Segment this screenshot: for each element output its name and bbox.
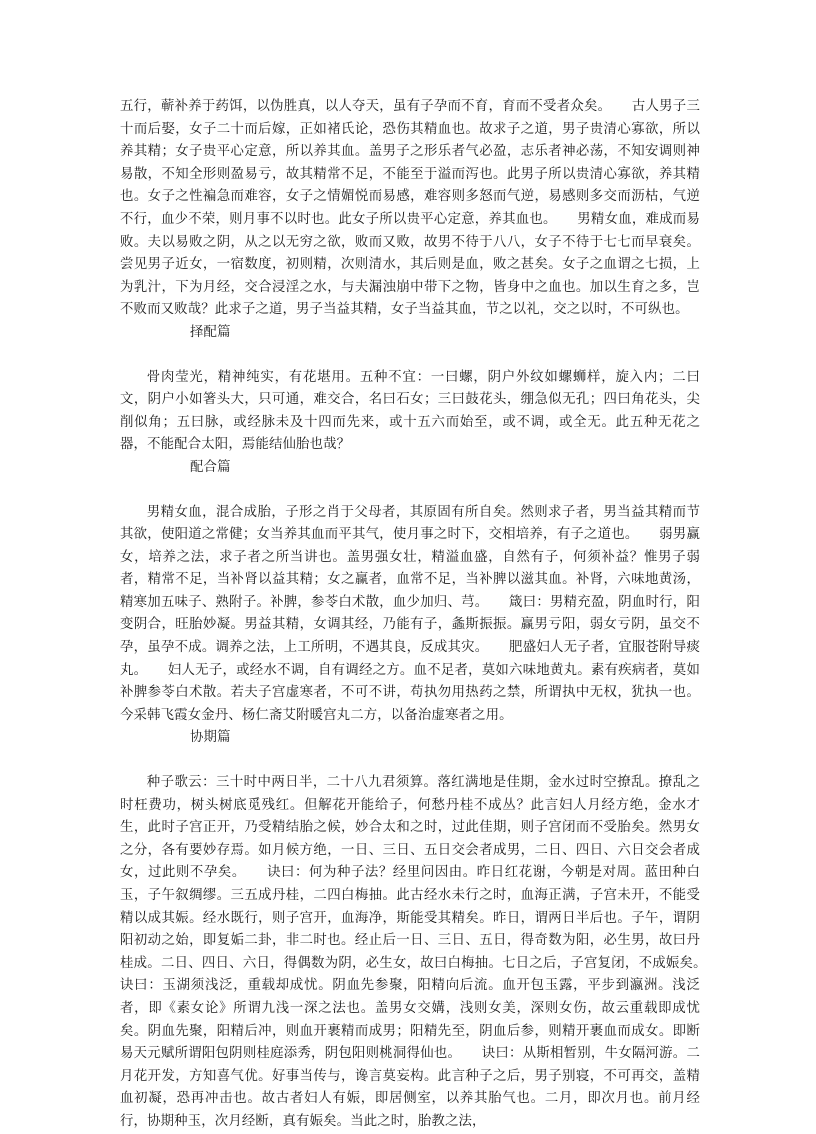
spacer bbox=[120, 345, 700, 367]
paragraph-xieqi: 种子歌云：三十时中两日半，二十八九君须算。落红满地是佳期，金水过时空撩乱。撩乱之时枉费功，树头树底觅残红。但解花开能给子，何愁丹桂不成丛？此言妇人月经方绝，金水才生，此时子宫正开，乃受精结胎之候，妙合太和之时，过此佳期，则子宫闭而不受胎矣。然男女之分，各有要妙存焉。如月候方绝，一日、三日、五日交会者成男，二日、四日、六日交会者成女，过此则不孕矣。 诀曰：何为种子法？经里问因由。昨日红花谢，今朝是对周。蓝田种白玉，子午叙绸缪。三五成丹桂，二四白梅抽。此古经水未行之时，血海正满，子宫未开，不能受精以成其娠。经水既行，则子宫开，血海净，斯能受其精矣。昨日，谓两日半后也。子午，谓阴阳初动之始，即复姤二卦，非二时也。经止后一日、三日、五日，得奇数为阳，必生男，故曰丹桂成。二日、四日、六日，得偶数为阴，必生女，故曰白梅抽。七日之后，子宫复闭，不成娠矣。 诀曰：玉湖须浅泛，重载却成忧。阴血先参聚，阳精向后流。血开包玉露，平步到瀛洲。浅泛者，即《素女论》所谓九浅一深之法也。盖男女交媾，浅则女美，深则女伤，故云重载即成忧矣。阴血先聚，阳精后冲，则血开裹精而成男；阳精先至，阴血后参，则精开裹血而成女。即断易天元赋所谓阳包阴则桂庭添秀，阴包阳则桃洞得仙也。 诀曰：从斯相暂别，牛女隔河游。二月花开发，方知喜气优。好事当传与，谗言莫妄构。此言种子之后，男子别寝，不可再交，盖精血初凝，恐再冲击也。故古者妇人有娠，即居侧室，以养其胎气也。二月，即次月也。前月经行，协期种玉，次月经断，真有娠矣。当此之时，胎教之法， bbox=[120, 775, 728, 1129]
section-title-zepei: 择配篇 bbox=[190, 324, 231, 340]
spacer bbox=[120, 750, 700, 772]
document-page bbox=[120, 96, 728, 1134]
paragraph-zepei: 骨肉莹光，精神纯实，有花堪用。五种不宜：一曰螺，阴户外纹如螺蛳样，旋入内；二曰文，阴户小如箸头大，只可通，难交合，名曰石女；三曰鼓花头，绷急似无孔；四曰角花头，尖削似角；五曰脉，或经脉未及十四而先来，或十五六而始至，或不调，或全无。此五种无花之器，不能配合太阳，焉能结仙胎也哉？ bbox=[120, 369, 700, 453]
paragraph-intro: 五行，蕲补养于药饵，以伪胜真，以人夺天，虽有子孕而不育，育而不受者众矣。 古人男子三十而后娶，女子二十而后嫁，正如褚氏论，恐伤其精血也。故求子之道，男子贵清心寡欲，所以养其精；女子贵平心定意，所以养其血。盖男子之形乐者气必盈，志乐者神必荡，不知安调则神易散，不知全形则盈易亏，故其精常不足，不能至于溢而泻也。此男子所以贵清心寡欲，养其精也。女子之性褊急而难容，女子之情媚悦而易感，难容则多怒而气逆，易感则多交而沥枯，气逆不行，血少不荣，则月事不以时也。此女子所以贵平心定意，养其血也。 男精女血，难成而易败。夫以易败之阴，从之以无穷之欲，败而又败，故男不待于八八，女子不待于七七而早衰矣。尝见男子近女，一宿数度，初则精，次则清水，其后则是血，败之甚矣。女子之血谓之七损，上为乳汁，下为月经，交合浸淫之水，与夫漏浊崩中带下之物，皆身中之血也。加以生育之多，岂不败而又败哉？此求子之道，男子当益其精，女子当益其血，节之以礼，交之以时，不可纵也。 bbox=[120, 99, 700, 318]
spacer bbox=[120, 480, 700, 502]
section-title-peihe: 配合篇 bbox=[190, 459, 231, 475]
paragraph-peihe: 男精女血，混合成胎，子形之肖于父母者，其原固有所自矣。然则求子者，男当益其精而节其欲，使阳道之常健；女当养其血而平其气，使月事之时下，交相培养，有子之道也。 弱男赢女，培养之法，求子者之所当讲也。盖男强女壮，精溢血盛，自然有子，何须补益？惟男子弱者，精常不足，当补肾以益其精；女之赢者，血常不足，当补脾以滋其血。补肾，六味地黄汤，精寒加五味子、熟附子。补脾，参苓白术散，血少加归、芎。 箴曰：男精充盈，阴血时行，阳变阴合，旺胎妙凝。男益其精，女调其经，乃能有子，螽斯振振。赢男亏阳，弱女亏阴，虽交不孕，虽孕不成。调养之法，上工所明，不遇其良，反成其灾。 肥盛妇人无子者，宜服苍附导痰丸。 妇人无子，或经水不调，自有调经之方。血不足者，莫如六味地黄丸。素有疾病者，莫如补脾参苓白术散。若夫子宫虚寒者，不可不讲，苟执勿用热药之禁，所谓执中无权，犹执一也。今采韩飞霞女金丹、杨仁斋艾附暖宫丸二方，以备治虚寒者之用。 bbox=[120, 504, 700, 723]
section-title-xieqi: 协期篇 bbox=[190, 730, 231, 746]
